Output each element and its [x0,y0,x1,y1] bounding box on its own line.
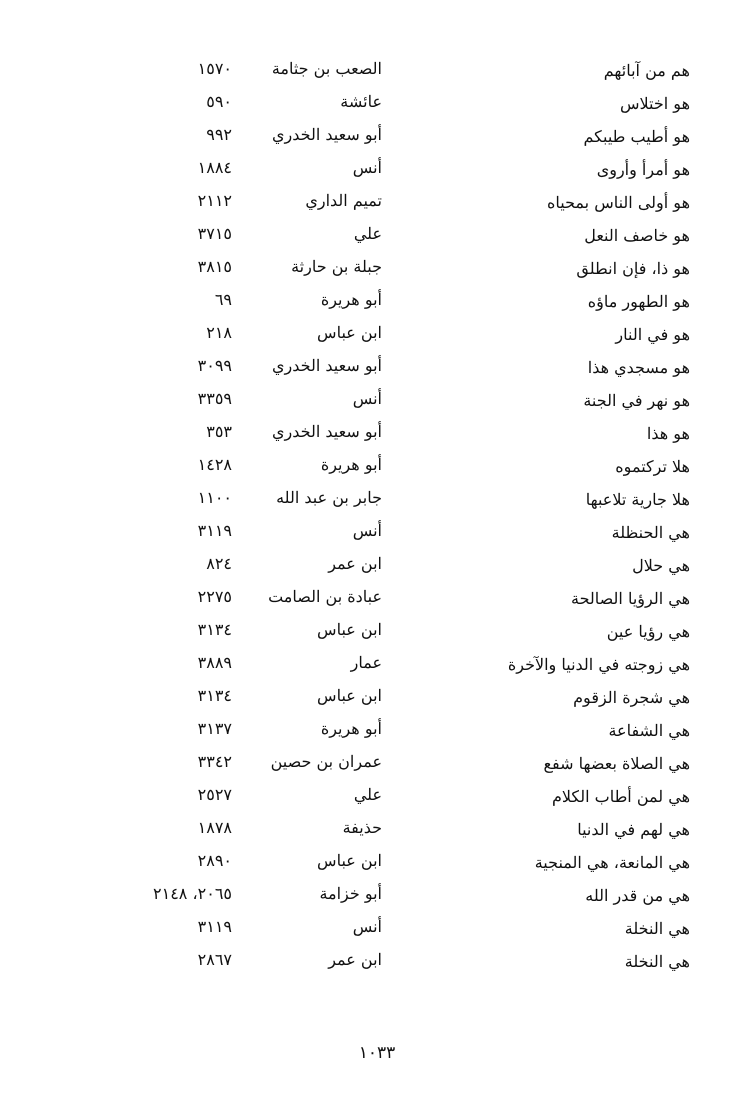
hadith-opening-phrase: هي حلال [632,556,690,575]
narrator-name: علي [353,785,382,804]
index-row [0,88,754,121]
narrator-name: أبو سعيد الخدري [272,422,382,441]
hadith-number: ٢٨٩٠ [197,851,232,870]
index-row [0,154,754,187]
hadith-number: ٣٥٣ [206,422,232,441]
narrator-name: الصعب بن جثامة [271,59,382,78]
narrator-name: عائشة [340,92,382,111]
index-row [0,880,754,913]
hadith-opening-phrase: هي النخلة [624,919,690,938]
narrator-name: حذيفة [342,818,382,837]
narrator-name: تميم الداري [305,191,382,210]
index-row [0,517,754,550]
narrator-name: أنس [352,521,382,540]
hadith-opening-phrase: هي الصلاة بعضها شفع [543,754,690,773]
narrator-name: أبو هريرة [320,290,382,309]
index-row [0,682,754,715]
hadith-number: ١١٠٠ [197,488,232,507]
hadith-number: ٣٨١٥ [197,257,232,276]
index-row [0,385,754,418]
hadith-number: ٣٧١٥ [197,224,232,243]
narrator-name: أنس [352,158,382,177]
narrator-name: أبو هريرة [320,455,382,474]
hadith-number: ٢٢٧٥ [197,587,232,606]
hadith-opening-phrase: هو الطهور ماؤه [587,292,690,311]
hadith-number: ١٥٧٠ [197,59,232,78]
hadith-number: ٢١٨ [206,323,232,342]
hadith-opening-phrase: هو في النار [615,325,690,344]
hadith-opening-phrase: هو أمرأ وأروى [596,160,690,179]
hadith-opening-phrase: هي زوجته في الدنيا والآخرة [507,655,690,674]
hadith-number: ٢٨٦٧ [197,950,232,969]
hadith-opening-phrase: هي الحنظلة [611,523,690,542]
index-row [0,781,754,814]
index-row [0,484,754,517]
hadith-opening-phrase: هي النخلة [624,952,690,971]
hadith-number: ٢١١٢ [197,191,232,210]
index-row [0,649,754,682]
index-row [0,814,754,847]
hadith-number: ٣١٣٧ [197,719,232,738]
narrator-name: ابن عمر [328,554,382,573]
hadith-number: ٣١٣٤ [197,686,232,705]
hadith-opening-phrase: هو هذا [646,424,690,443]
index-row [0,418,754,451]
hadith-number: ٣١١٩ [197,521,232,540]
narrator-name: جبلة بن حارثة [291,257,382,276]
index-row [0,253,754,286]
hadith-opening-phrase: هم من آبائهم [603,61,690,80]
hadith-opening-phrase: هي من قدر الله [585,886,690,905]
index-row [0,286,754,319]
hadith-number: ٣٣٤٢ [197,752,232,771]
hadith-index-table [0,55,754,979]
hadith-number: ٣٣٥٩ [197,389,232,408]
index-row [0,550,754,583]
index-row [0,847,754,880]
hadith-opening-phrase: هو نهر في الجنة [583,391,690,410]
narrator-name: عمران بن حصين [270,752,382,771]
narrator-name: أنس [352,917,382,936]
narrator-name: أبو هريرة [320,719,382,738]
hadith-opening-phrase: هي رؤيا عين [606,622,690,641]
hadith-number: ٩٩٢ [206,125,232,144]
hadith-number: ٥٩٠ [206,92,232,111]
narrator-name: علي [353,224,382,243]
narrator-name: عبادة بن الصامت [268,587,382,606]
narrator-name: ابن عباس [317,620,382,639]
index-row [0,715,754,748]
hadith-opening-phrase: هو اختلاس [619,94,690,113]
narrator-name: أبو خزامة [319,884,382,903]
index-row [0,451,754,484]
hadith-number: ٣١٣٤ [197,620,232,639]
hadith-opening-phrase: هي المانعة، هي المنجية [534,853,690,872]
index-row [0,748,754,781]
hadith-opening-phrase: هي الرؤيا الصالحة [571,589,690,608]
index-row [0,55,754,88]
narrator-name: ابن عباس [317,323,382,342]
narrator-name: أبو سعيد الخدري [272,356,382,375]
narrator-name: ابن عباس [317,851,382,870]
narrator-name: ابن عباس [317,686,382,705]
index-row [0,187,754,220]
narrator-name: جابر بن عبد الله [276,488,382,507]
narrator-name: أبو سعيد الخدري [272,125,382,144]
index-row [0,352,754,385]
narrator-name: ابن عمر [328,950,382,969]
index-row [0,616,754,649]
hadith-number: ٣١١٩ [197,917,232,936]
hadith-opening-phrase: هي الشفاعة [608,721,690,740]
hadith-number: ٣٠٩٩ [197,356,232,375]
page-number: ١٠٣٣ [358,1043,396,1063]
hadith-opening-phrase: هي شجرة الزقوم [573,688,690,707]
index-row [0,946,754,979]
hadith-number: ٢٠٦٥، ٢١٤٨ [153,884,232,903]
hadith-number: ٦٩ [214,290,232,309]
hadith-number: ٣٨٨٩ [197,653,232,672]
index-row [0,913,754,946]
narrator-name: عمار [350,653,382,672]
hadith-opening-phrase: هو أولى الناس بمحياه [546,193,690,212]
hadith-opening-phrase: هو مسجدي هذا [587,358,690,377]
hadith-number: ٨٢٤ [206,554,232,573]
hadith-opening-phrase: هو خاصف النعل [584,226,690,245]
hadith-opening-phrase: هلا تركتموه [615,457,690,476]
index-row [0,583,754,616]
hadith-number: ١٤٢٨ [197,455,232,474]
hadith-opening-phrase: هو ذا، فإن انطلق [576,259,690,278]
hadith-number: ١٨٧٨ [197,818,232,837]
hadith-number: ١٨٨٤ [197,158,232,177]
hadith-opening-phrase: هي لهم في الدنيا [577,820,690,839]
narrator-name: أنس [352,389,382,408]
index-row [0,220,754,253]
index-row [0,319,754,352]
hadith-opening-phrase: هي لمن أطاب الكلام [551,787,690,806]
hadith-opening-phrase: هلا جارية تلاعبها [585,490,690,509]
hadith-number: ٢٥٢٧ [197,785,232,804]
index-row [0,121,754,154]
hadith-opening-phrase: هو أطيب طيبكم [583,127,690,146]
